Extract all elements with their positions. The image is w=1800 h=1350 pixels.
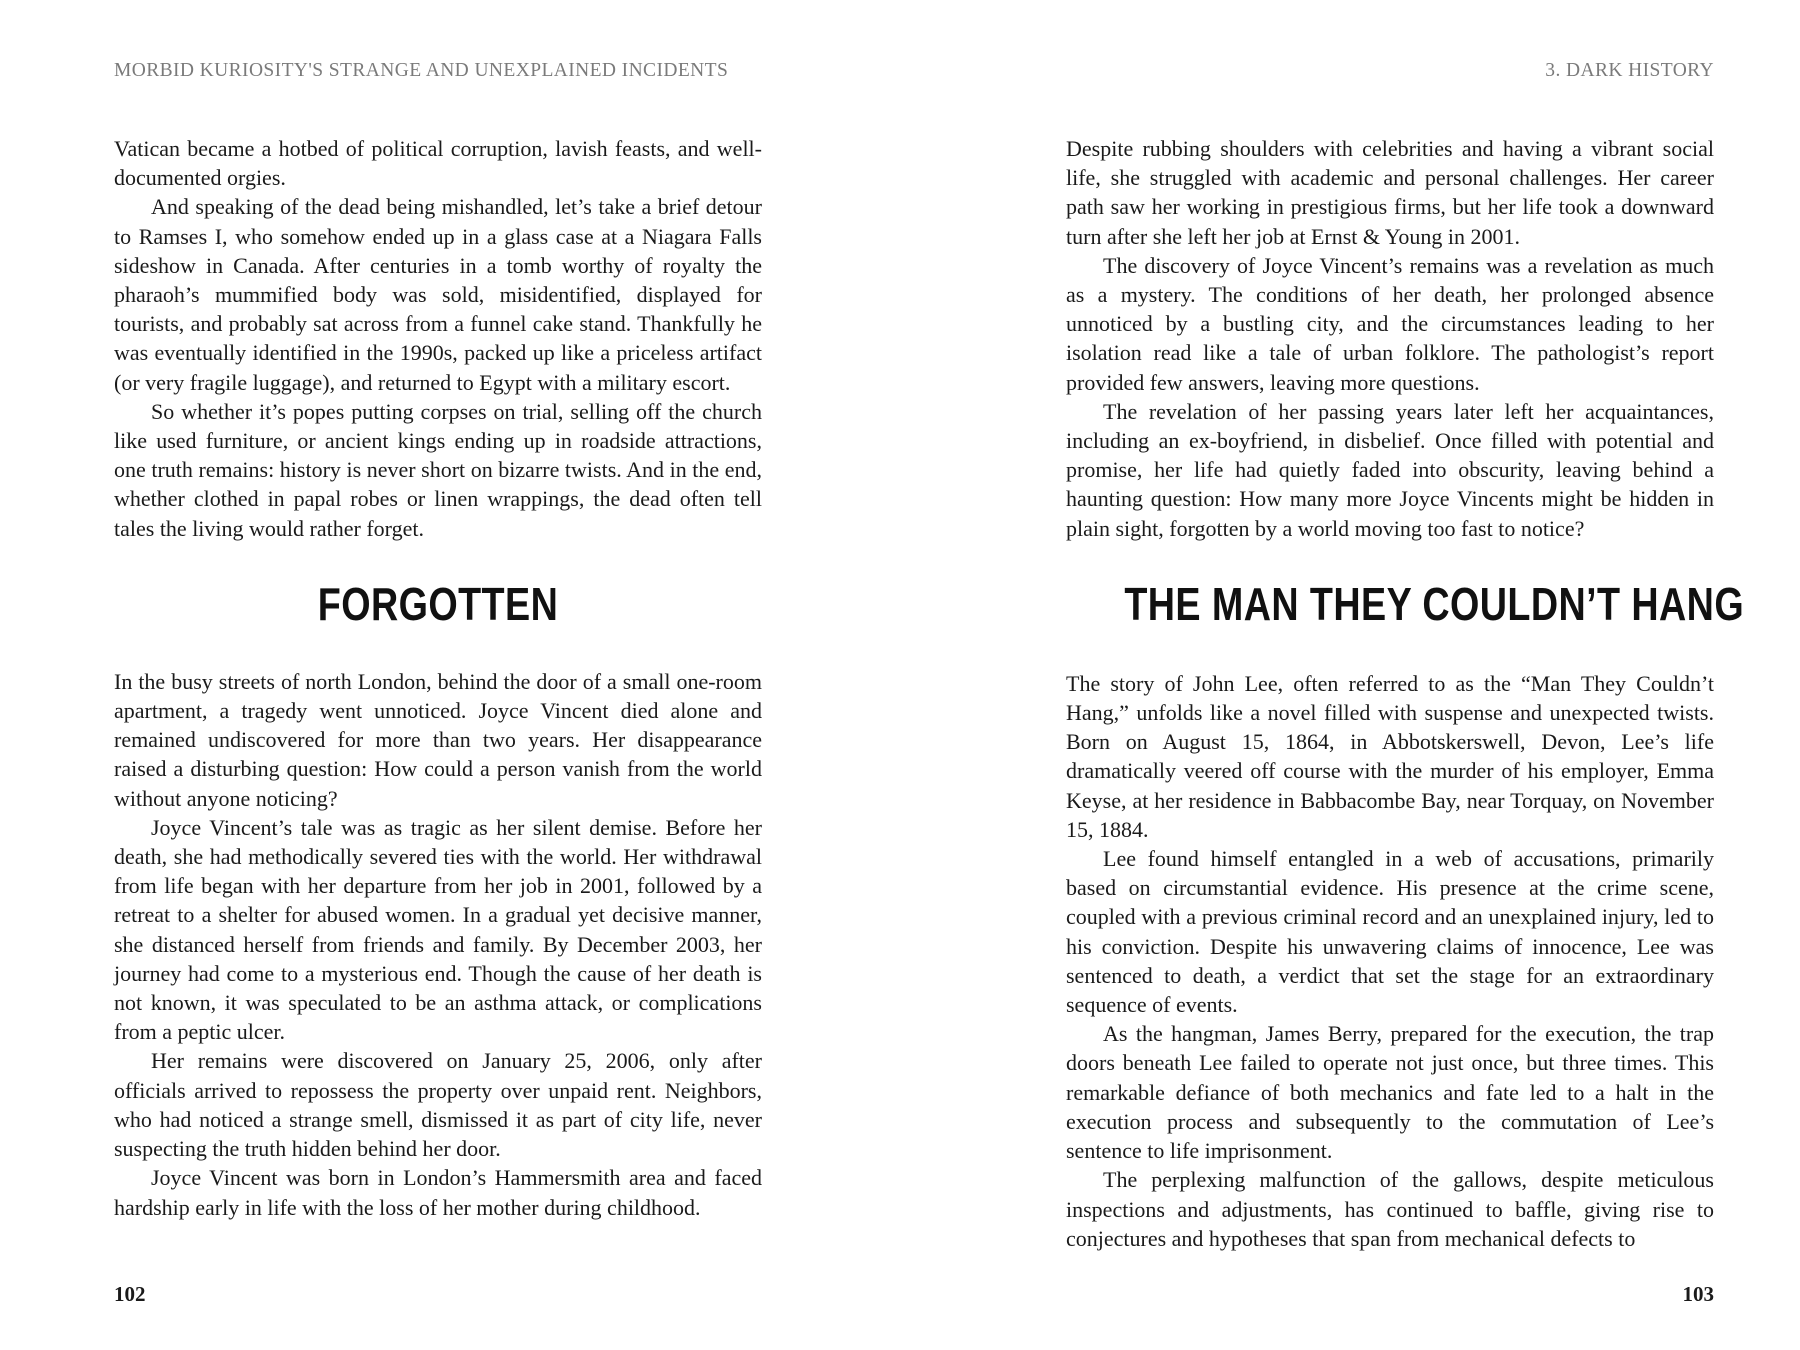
right-paragraph-2: The discovery of Joyce Vincent’s remains was a revelation as much as a mystery. The conditions of her death, her prolonged absence unnoticed by a bustling city, and the circumstances leading to her isolation read like a tale of urban folklore. The pathologist’s report provided few answers, leaving more questions.: [1066, 252, 1714, 395]
left-page: [114, 0, 762, 1350]
left-page-body: [114, 134, 762, 1222]
left-running-head: MORBID KURIOSITY'S STRANGE AND UNEXPLAINED INCIDENTS: [114, 60, 729, 81]
right-running-head: 3. DARK HISTORY: [1545, 60, 1714, 81]
left-paragraph-5: Joyce Vincent’s tale was as tragic as her silent demise. Before her death, she had methodically severed ties with the world. Her withdrawal from life began with her departure from her job in 2001, followed by a retreat to a shelter for abused women. In a gradual yet decisive manner, she distanced herself from friends and family. By December 2003, her journey had come to a mysterious end. Though the cause of her death is not known, it was speculated to be an asthma attack, or complications from a peptic ulcer.: [114, 814, 762, 1045]
left-page-number: 102: [114, 1282, 146, 1306]
left-paragraph-7: Joyce Vincent was born in London’s Hammersmith area and faced hardship early in life with the loss of her mother during childhood.: [114, 1165, 762, 1220]
right-page: [1066, 0, 1745, 1350]
left-paragraph-3: So whether it’s popes putting corpses on trial, selling off the church like used furniture, or ancient kings ending up in roadside attractions, one truth remains: history is never short on bizarre twists. And in the end, whether clothed in papal robes or linen wrappings, the dead often tell tales the living would rather forget.: [114, 398, 762, 541]
right-paragraph-5: Lee found himself entangled in a web of accusations, primarily based on circumstantial evidence. His presence at the crime scene, coupled with a previous criminal record and an unexplained injury, led to his conviction. Despite his unwavering claims of innocence, Lee was sentenced to death, a verdict that set the stage for an extraordinary sequence of events.: [1066, 846, 1714, 1018]
section-heading-man-they-couldnt-hang: THE MAN THEY COULDN’T HANG: [1124, 577, 1745, 630]
left-paragraph-2: And speaking of the dead being mishandled, let’s take a brief detour to Ramses I, who somehow ended up in a glass case at a Niagara Falls sideshow in Canada. After centuries in a tomb worthy of royalty the pharaoh’s mummified body was sold, misidentified, displayed for tourists, and probably sat across from a funnel cake stand. Thankfully he was eventually identified in the 1990s, packed up like a priceless artifact (or very fragile luggage), and returned to Egypt with a military escort.: [114, 194, 762, 395]
right-paragraph-4: The story of John Lee, often referred to as the “Man They Couldn’t Hang,” unfolds like a novel filled with suspense and unexpected twists. Born on August 15, 1864, in Abbotskerswell, Devon, Lee’s life dramatically veered off course with the murder of his employer, Emma Keyse, at her residence in Babbacombe Bay, near Torquay, on November 15, 1884.: [1066, 670, 1714, 842]
left-paragraph-4: In the busy streets of north London, behind the door of a small one-room apartment, a tragedy went unnoticed. Joyce Vincent died alone and remained undiscovered for more than two years. Her disappearance raised a disturbing question: How could a person vanish from the world without anyone noticing?: [114, 668, 762, 811]
right-paragraph-6: As the hangman, James Berry, prepared for the execution, the trap doors beneath Lee failed to operate not just once, but three times. This remarkable defiance of both mechanics and fate led to a halt in the execution process and subsequently to the commutation of Lee’s sentence to life imprisonment.: [1066, 1021, 1714, 1164]
right-paragraph-3: The revelation of her passing years later left her acquaintances, including an ex-boyfriend, in disbelief. Once filled with potential and promise, her life had quietly faded into obscurity, leaving behind a haunting question: How many more Joyce Vincents might be hidden in plain sight, forgotten by a world moving too fast to notice?: [1066, 398, 1714, 541]
right-page-number: 103: [1682, 1282, 1714, 1306]
right-page-body: [1066, 134, 1745, 1253]
section-heading-forgotten: FORGOTTEN: [317, 577, 559, 630]
right-paragraph-1: Despite rubbing shoulders with celebrities and having a vibrant social life, she struggled with academic and personal challenges. Her career path saw her working in prestigious firms, but her life took a downward turn after she left her job at Ernst & Young in 2001.: [1066, 136, 1714, 249]
left-paragraph-6: Her remains were discovered on January 25, 2006, only after officials arrived to repossess the property over unpaid rent. Neighbors, who had noticed a strange smell, dismissed it as part of city life, never suspecting the truth hidden behind her door.: [114, 1048, 762, 1162]
left-paragraph-1: Vatican became a hotbed of political corruption, lavish feasts, and well-documented orgies.: [114, 136, 762, 191]
right-paragraph-7: The perplexing malfunction of the gallows, despite meticulous inspections and adjustments, has continued to baffle, giving rise to conjectures and hypotheses that span from mechanical defects to: [1066, 1167, 1714, 1251]
